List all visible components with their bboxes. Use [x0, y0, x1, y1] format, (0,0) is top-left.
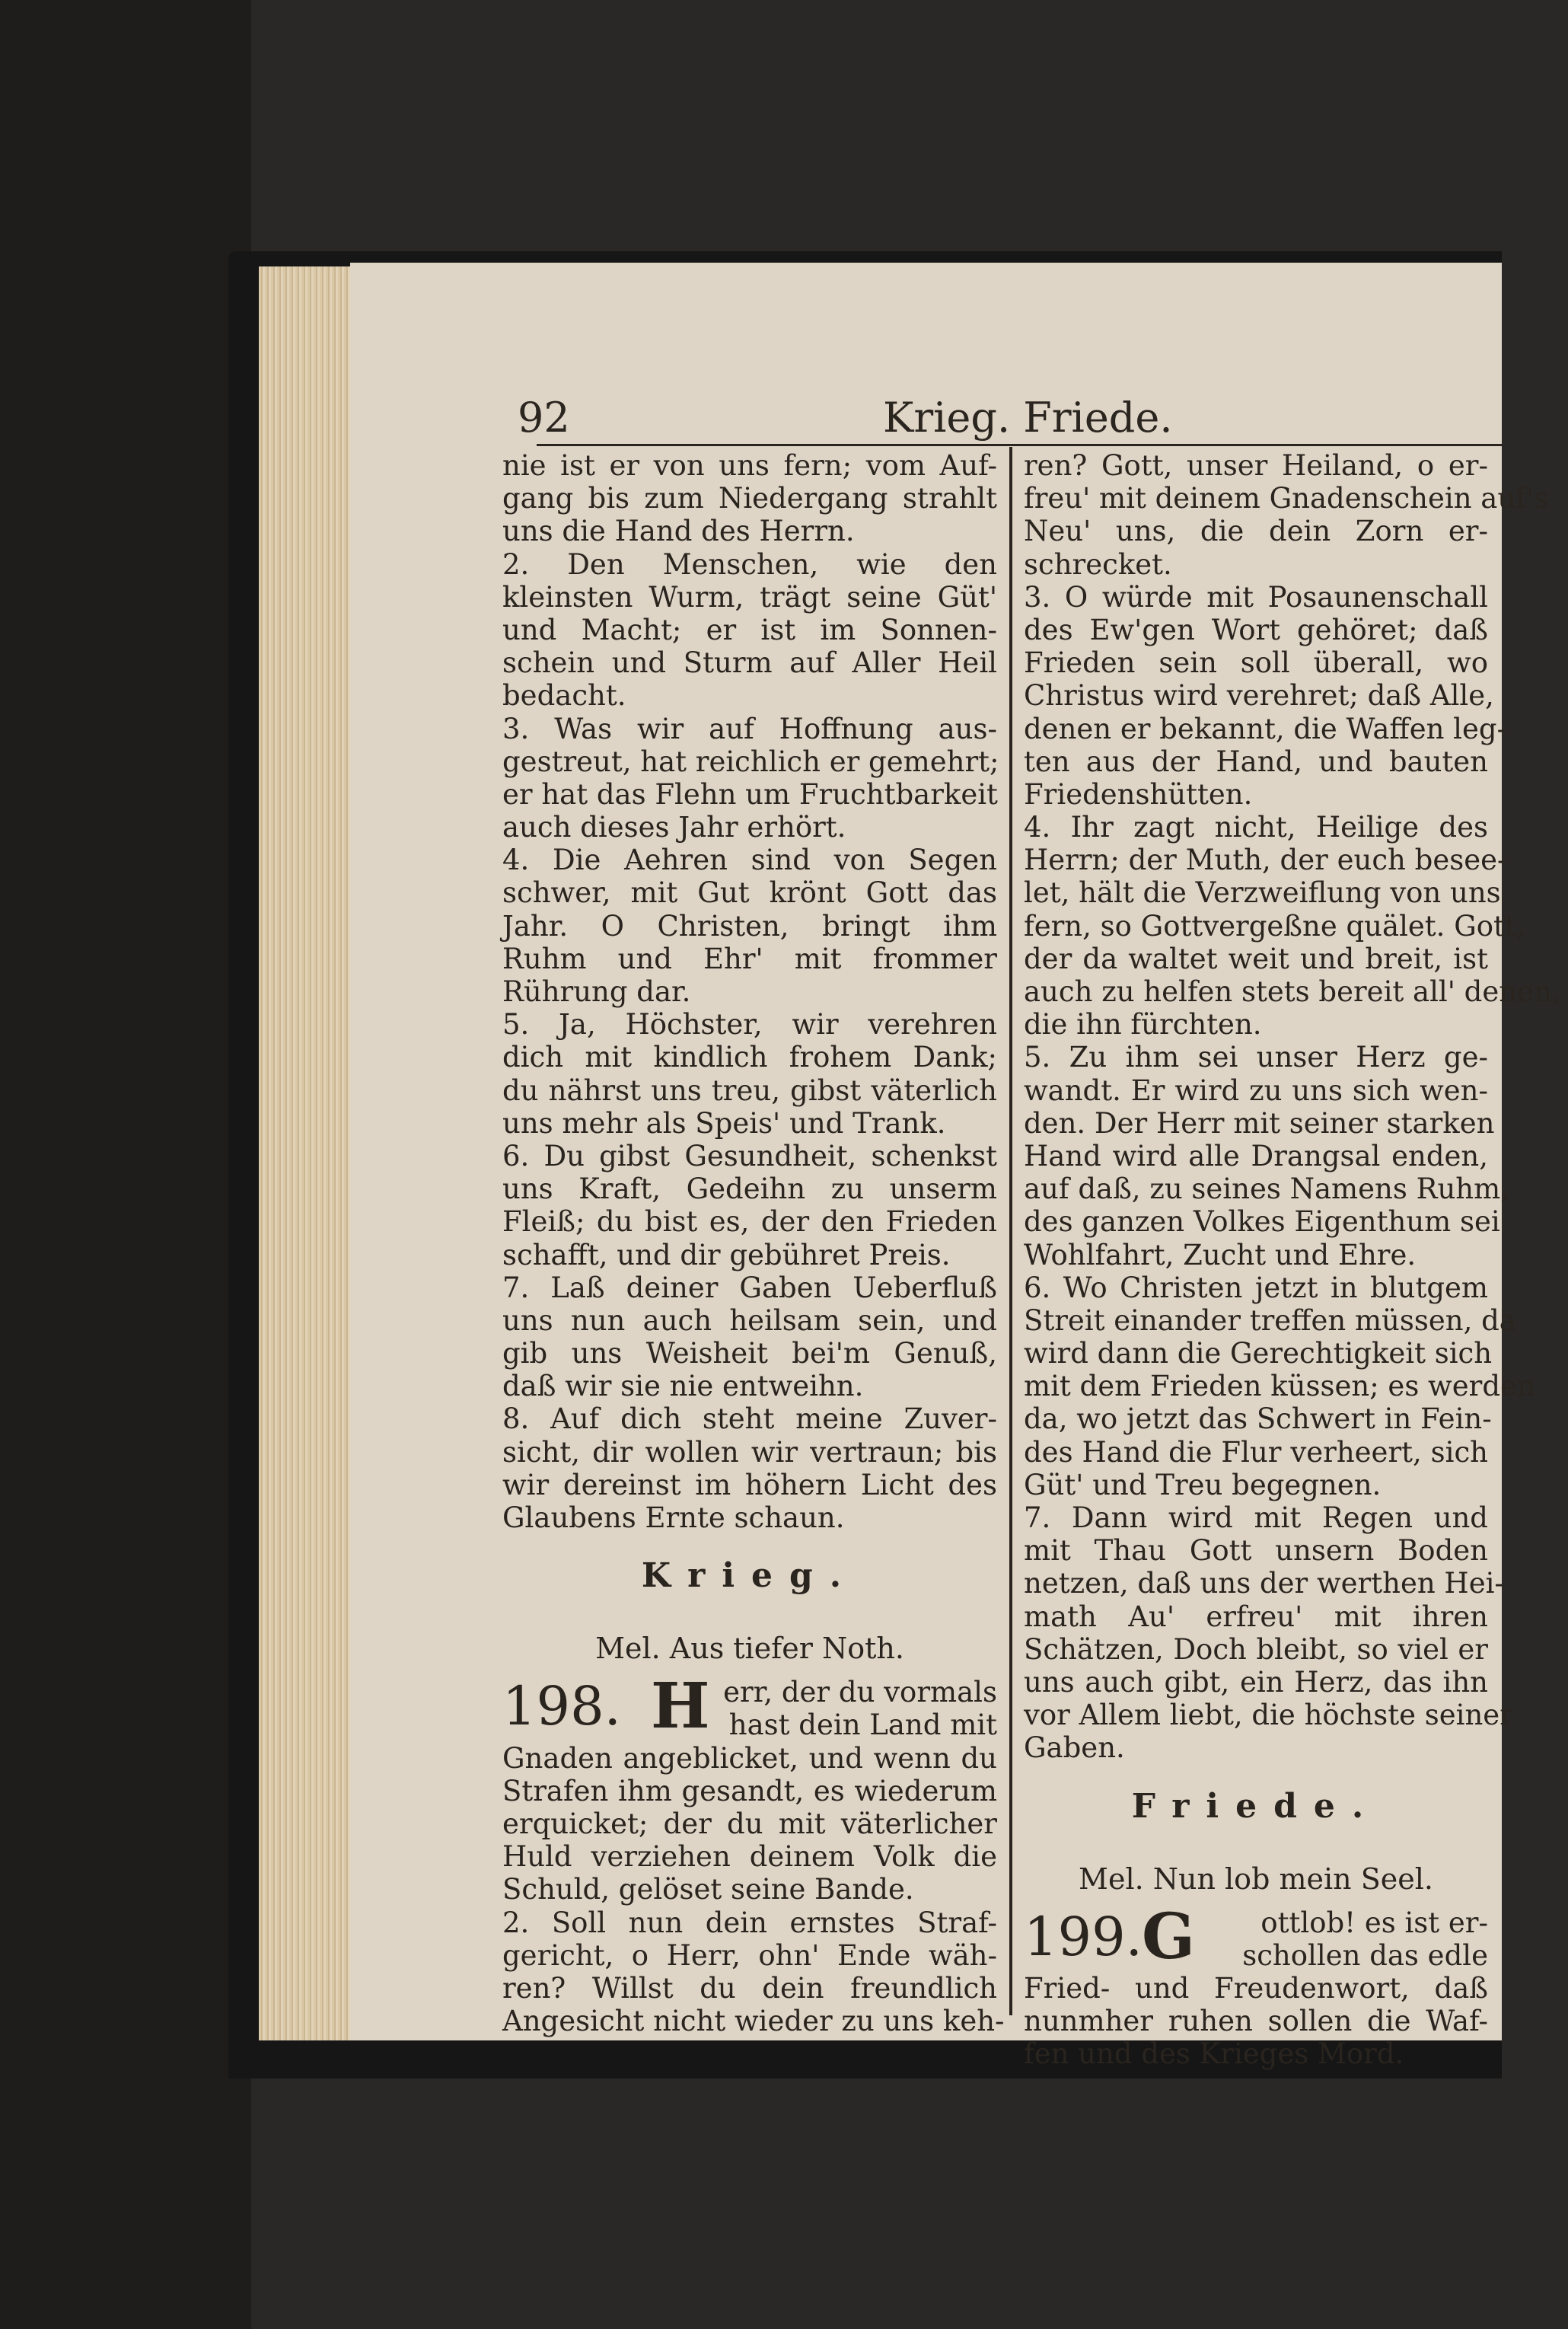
text-line: wandt. Er wird zu uns sich wen-	[1024, 1074, 1488, 1107]
text-line: Herrn; der Muth, der euch besee-	[1024, 844, 1507, 877]
text-line: Hand wird alle Drangsal enden,	[1024, 1139, 1488, 1172]
text-line: auf daß, zu seines Namens Ruhm,	[1024, 1172, 1509, 1206]
right-verses-bottom	[1024, 1972, 1488, 2071]
text-line: Friedenshütten.	[1024, 777, 1253, 811]
text-line: fen und des Krieges Mord.	[1024, 2037, 1404, 2071]
text-line: dich mit kindlich frohem Dank;	[502, 1041, 997, 1074]
text-line: ren? Willst du dein freundlich	[502, 1971, 997, 2005]
hymn-number: 198.	[502, 1675, 621, 1738]
text-line: Gnaden angeblicket, und wenn du	[502, 1741, 997, 1775]
text-line: 5. Ja, Höchster, wir verehren	[502, 1008, 997, 1042]
text-line: Fleiß; du bist es, der den Frieden	[502, 1205, 997, 1239]
text-line: 7. Laß deiner Gaben Ueberfluß	[502, 1271, 997, 1304]
background-left	[0, 0, 251, 2329]
text-line: uns die Hand des Herrn.	[502, 515, 855, 548]
hymn-198-start	[502, 1670, 997, 1744]
drop-cap: H	[651, 1670, 710, 1744]
text-line: Huld verziehen deinem Volk die	[502, 1840, 997, 1874]
text-line: Wohlfahrt, Zucht und Ehre.	[1024, 1238, 1417, 1271]
column-divider	[1009, 447, 1012, 2015]
text-line: Angesicht nicht wieder zu uns keh-	[502, 2005, 1005, 2038]
text-line: daß wir sie nie entweihn.	[502, 1370, 864, 1403]
text-line: netzen, daß uns der werthen Hei-	[1024, 1567, 1504, 1600]
hymn-199-start	[1024, 1900, 1488, 1973]
left-verses-top	[502, 449, 997, 1534]
text-line: Gaben.	[1024, 1731, 1125, 1765]
text-line: Christus wird verehret; daß Alle,	[1024, 679, 1494, 713]
text-line: uns mehr als Speis' und Trank.	[502, 1106, 946, 1140]
text-line: gib uns Weisheit bei'm Genuß,	[502, 1337, 997, 1370]
text-line: schwer, mit Gut krönt Gott das	[502, 876, 997, 910]
drop-cap: G	[1142, 1900, 1196, 1973]
text-line: und Macht; er ist im Sonnen-	[502, 613, 997, 646]
text-line: 5. Zu ihm sei unser Herz ge-	[1024, 1041, 1488, 1074]
text-line: Rührung dar.	[502, 975, 691, 1008]
hymn-second-line: hast dein Land mit	[728, 1708, 997, 1742]
text-line: 4. Die Aehren sind von Segen	[502, 844, 997, 877]
melody-line: Mel. Nun lob mein Seel.	[1079, 1862, 1433, 1896]
text-line: gericht, o Herr, ohn' Ende wäh-	[502, 1938, 997, 1972]
left-verses-bottom	[502, 1741, 1005, 2038]
text-line: let, hält die Verzweiflung von uns	[1024, 876, 1501, 910]
page-number: 92	[518, 394, 570, 442]
text-line: bedacht.	[502, 679, 626, 713]
text-line: da, wo jetzt das Schwert in Fein-	[1024, 1402, 1492, 1436]
hymn-first-line: ottlob! es ist er-	[1260, 1906, 1488, 1939]
hymn-first-line: err, der du vormals	[723, 1676, 997, 1709]
text-line: uns auch gibt, ein Herz, das ihn	[1024, 1665, 1488, 1699]
text-line: 2. Soll nun dein ernstes Straf-	[502, 1906, 997, 1939]
text-line: mit dem Frieden küssen; es werden	[1024, 1370, 1535, 1403]
text-line: Glaubens Ernte schaun.	[502, 1501, 845, 1534]
melody-line: Mel. Aus tiefer Noth.	[595, 1632, 904, 1666]
section-title-krieg: Krieg.	[641, 1556, 859, 1596]
text-line: die ihn fürchten.	[1024, 1008, 1262, 1042]
text-line: er hat das Flehn um Fruchtbarkeit	[502, 777, 998, 811]
book-page	[350, 263, 1561, 2071]
text-line: 6. Wo Christen jetzt in blutgem	[1024, 1271, 1488, 1304]
text-line: schrecket.	[1024, 547, 1172, 581]
text-line: wird dann die Gerechtigkeit sich	[1024, 1337, 1493, 1370]
section-title-friede: Friede.	[1131, 1786, 1381, 1826]
text-line: schein und Sturm auf Aller Heil	[502, 646, 997, 680]
text-line: 8. Auf dich steht meine Zuver-	[502, 1402, 997, 1436]
text-line: auch zu helfen stets bereit all' denen,	[1024, 975, 1561, 1008]
text-line: Schuld, gelöset seine Bande.	[502, 1873, 914, 1906]
text-line: nie ist er von uns fern; vom Auf-	[502, 449, 997, 482]
text-line: math Au' erfreu' mit ihren	[1024, 1600, 1488, 1633]
text-line: mit Thau Gott unsern Boden	[1024, 1534, 1488, 1568]
text-line: gang bis zum Niedergang strahlt	[502, 482, 997, 515]
text-line: der da waltet weit und breit, ist	[1024, 942, 1488, 975]
text-line: auch dieses Jahr erhört.	[502, 811, 846, 844]
text-line: Jahr. O Christen, bringt ihm	[502, 909, 997, 943]
text-line: denen er bekannt, die Waffen leg-	[1024, 712, 1507, 745]
text-line: Frieden sein soll überall, wo	[1024, 646, 1488, 680]
text-line: kleinsten Wurm, trägt seine Güt'	[502, 580, 997, 614]
text-line: wir dereinst im höhern Licht des	[502, 1468, 997, 1501]
text-line: freu' mit deinem Gnadenschein auf's	[1024, 482, 1549, 515]
text-line: uns Kraft, Gedeihn zu unserm	[502, 1172, 997, 1206]
text-line: Ruhm und Ehr' mit frommer	[502, 942, 997, 975]
text-line: 3. O würde mit Posaunenschall	[1024, 580, 1488, 614]
hymn-number: 199.	[1024, 1905, 1143, 1968]
text-line: gestreut, hat reichlich er gemehrt;	[502, 745, 999, 778]
header-rule	[537, 444, 1503, 446]
text-line: Streit einander treffen müssen, da	[1024, 1303, 1516, 1337]
text-line: du nährst uns treu, gibst väterlich	[502, 1074, 997, 1107]
text-line: nunmher ruhen sollen die Waf-	[1024, 2005, 1488, 2038]
text-line: Güt' und Treu begegnen.	[1024, 1468, 1382, 1501]
text-line: ten aus der Hand, und bauten	[1024, 745, 1488, 778]
text-line: Schätzen, Doch bleibt, so viel er	[1024, 1632, 1488, 1666]
text-line: erquicket; der du mit väterlicher	[502, 1807, 997, 1840]
hymn-second-line: schollen das edle	[1242, 1938, 1488, 1972]
text-line: Strafen ihm gesandt, es wiederum	[502, 1774, 997, 1807]
page-edges	[259, 266, 354, 2040]
text-line: 4. Ihr zagt nicht, Heilige des	[1024, 811, 1488, 844]
right-verses-top	[1024, 449, 1561, 1765]
text-line: 3. Was wir auf Hoffnung aus-	[502, 712, 997, 745]
text-line: 2. Den Menschen, wie den	[502, 547, 997, 581]
right-column	[1024, 449, 1561, 2071]
text-line: ren? Gott, unser Heiland, o er-	[1024, 449, 1488, 482]
text-line: 7. Dann wird mit Regen und	[1024, 1501, 1488, 1534]
text-line: Neu' uns, die dein Zorn er-	[1024, 515, 1488, 548]
text-line: Fried- und Freudenwort, daß	[1024, 1971, 1488, 2005]
text-line: des Ew'gen Wort gehöret; daß	[1024, 613, 1488, 646]
text-line: schafft, und dir gebühret Preis.	[502, 1238, 951, 1271]
text-line: 6. Du gibst Gesundheit, schenkst	[502, 1139, 997, 1172]
text-line: sicht, dir wollen wir vertraun; bis	[502, 1435, 997, 1469]
running-title: Krieg. Friede.	[883, 394, 1173, 442]
text-line: fern, so Gottvergeßne quälet. Gott,	[1024, 909, 1525, 943]
left-column	[502, 449, 1005, 2038]
text-line: den. Der Herr mit seiner starken	[1024, 1106, 1495, 1140]
text-line: vor Allem liebt, die höchste seiner	[1024, 1699, 1513, 1732]
text-line: des ganzen Volkes Eigenthum sei	[1024, 1205, 1500, 1239]
text-line: uns nun auch heilsam sein, und	[502, 1303, 997, 1337]
text-line: des Hand die Flur verheert, sich	[1024, 1435, 1488, 1469]
